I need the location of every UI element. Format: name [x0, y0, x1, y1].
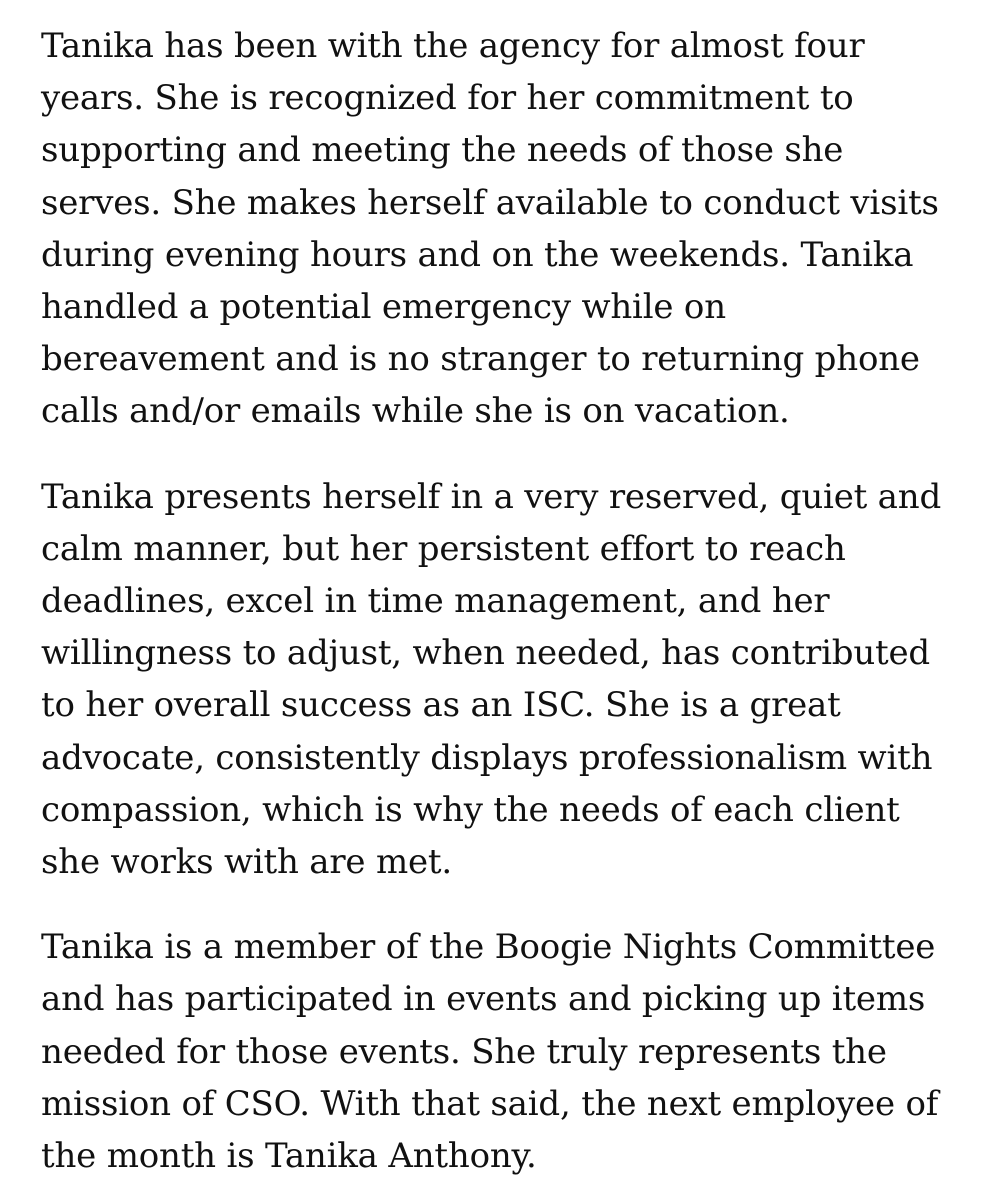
- paragraph-committee: [41, 921, 961, 1182]
- text-line: she works with are met.: [41, 842, 452, 883]
- text-line: Tanika presents herself in a very reserved, quiet and: [41, 476, 942, 517]
- text-line: needed for those events. She truly represents the: [41, 1031, 887, 1072]
- text-line: serves. She makes herself available to conduct visits: [41, 182, 939, 223]
- text-line: during evening hours and on the weekends. Tanika: [41, 234, 914, 275]
- text-line: years. She is recognized for her commitment to: [41, 78, 854, 119]
- text-line: and has participated in events and picking up items: [41, 979, 926, 1020]
- text-line: Tanika has been with the agency for almost four: [41, 26, 865, 66]
- text-line: supporting and meeting the needs of those she: [41, 130, 844, 171]
- text-line: Tanika is a member of the Boogie Nights Committee: [41, 927, 936, 968]
- paragraph-manner: [41, 471, 961, 889]
- text-line: to her overall success as an ISC. She is a great: [41, 685, 841, 726]
- text-line: handled a potential emergency while on: [41, 287, 726, 328]
- text-line: mission of CSO. With that said, the next employee of: [41, 1083, 939, 1124]
- text-line: bereavement and is no stranger to returning phone: [41, 339, 920, 380]
- article-body: [41, 20, 961, 1182]
- text-line: advocate, consistently displays professionalism with: [41, 737, 933, 778]
- text-line: calm manner, but her persistent effort to reach: [41, 528, 846, 569]
- text-line: willingness to adjust, when needed, has contributed: [41, 633, 930, 674]
- text-line: deadlines, excel in time management, and her: [41, 581, 830, 622]
- paragraph-tenure: [41, 20, 961, 438]
- text-line: calls and/or emails while she is on vacation.: [41, 391, 790, 432]
- text-line: compassion, which is why the needs of each client: [41, 789, 900, 830]
- text-line: the month is Tanika Anthony.: [41, 1136, 537, 1177]
